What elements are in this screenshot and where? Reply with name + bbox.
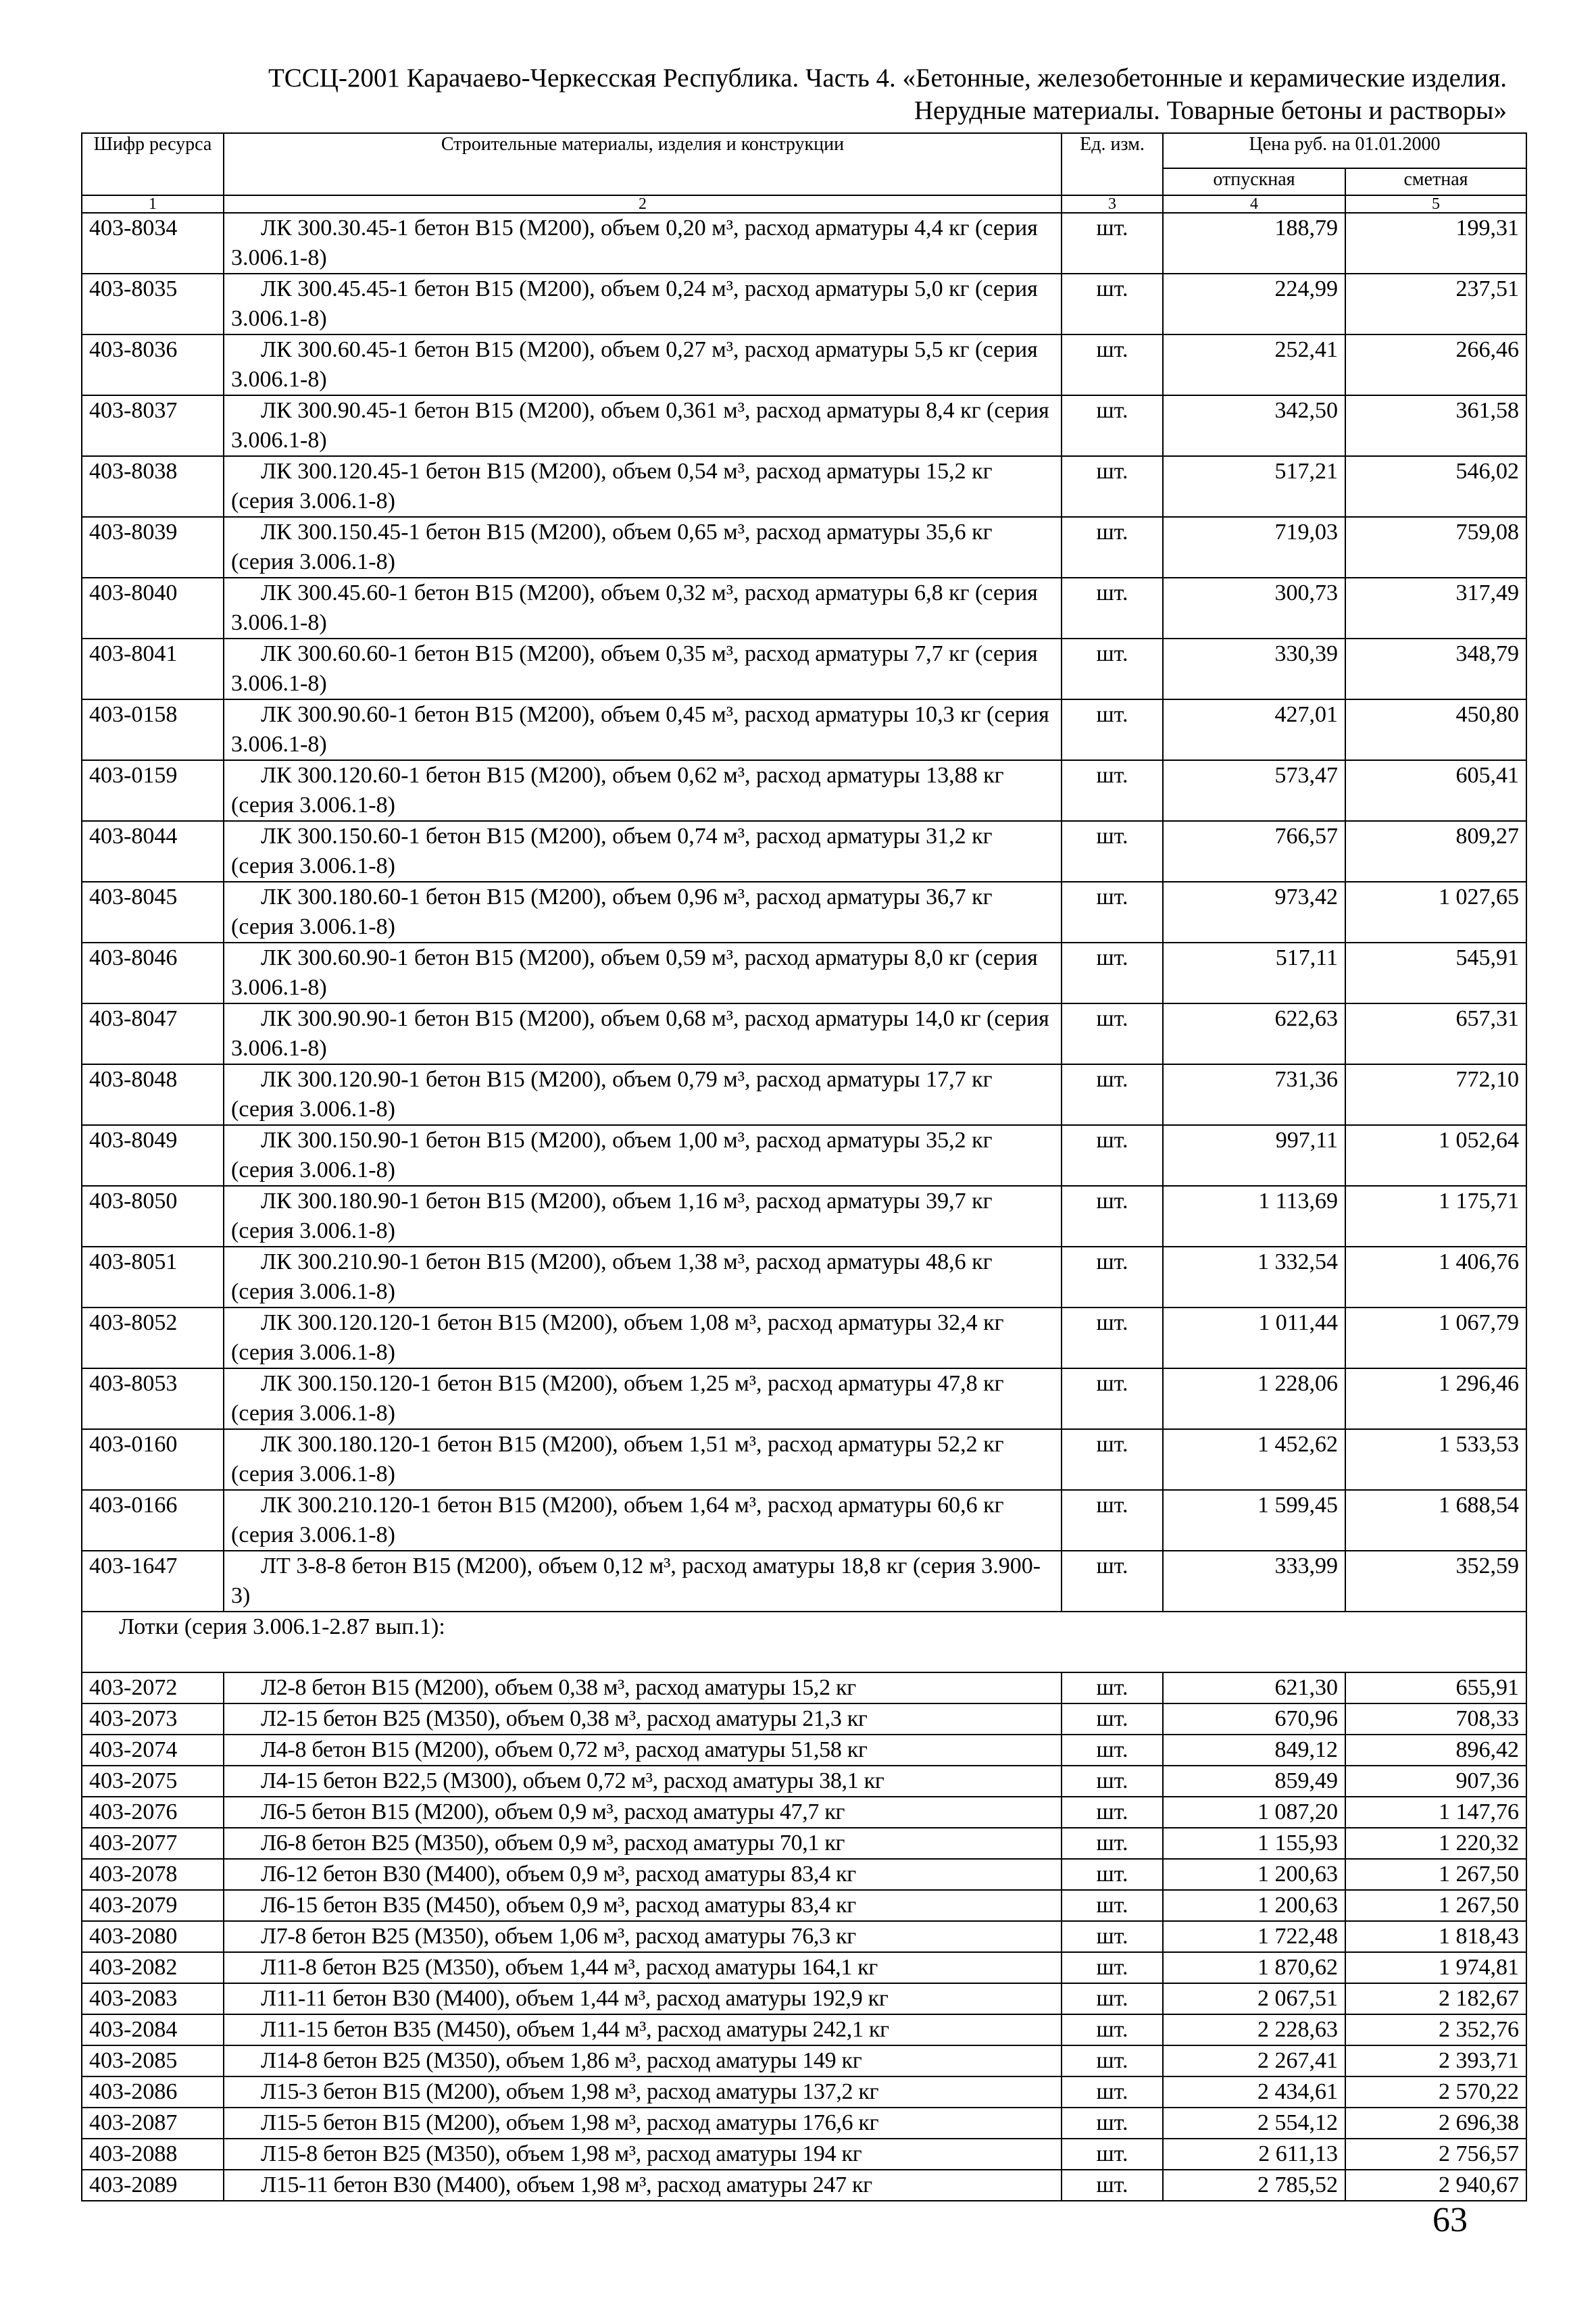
- material-description: ЛК 300.150.60-1 бетон В15 (М200), объем 0,74 м³, расход арматуры 31,2 кг (серия 3.006.1-8): [224, 821, 1062, 882]
- estimate-price: 317,49: [1345, 578, 1526, 639]
- resource-code: 403-8046: [82, 943, 224, 1003]
- unit-of-measure: шт.: [1062, 1797, 1163, 1828]
- estimate-price: 896,42: [1345, 1735, 1526, 1766]
- estimate-price: 1 296,46: [1345, 1368, 1526, 1429]
- wholesale-price: 1 087,20: [1163, 1797, 1345, 1828]
- estimate-price: 1 067,79: [1345, 1308, 1526, 1368]
- resource-code: 403-2087: [82, 2108, 224, 2139]
- col-number: 4: [1163, 195, 1345, 213]
- wholesale-price: 1 332,54: [1163, 1247, 1345, 1308]
- table-row: [82, 1797, 1526, 1828]
- table-row: [82, 2139, 1526, 2170]
- unit-of-measure: шт.: [1062, 639, 1163, 699]
- estimate-price: 2 182,67: [1345, 1983, 1526, 2014]
- group-heading: Лотки (серия 3.006.1-2.87 вып.1):: [82, 1612, 1526, 1672]
- unit-of-measure: шт.: [1062, 1551, 1163, 1612]
- resource-code: 403-2073: [82, 1703, 224, 1735]
- resource-code: 403-2074: [82, 1735, 224, 1766]
- wholesale-price: 1 200,63: [1163, 1890, 1345, 1921]
- table-row: [82, 943, 1526, 1003]
- price-table: [81, 132, 1527, 2201]
- estimate-price: 1 267,50: [1345, 1890, 1526, 1921]
- material-description: Л6-12 бетон В30 (М400), объем 0,9 м³, расход аматуры 83,4 кг: [224, 1859, 1062, 1890]
- table-row: [82, 517, 1526, 578]
- material-description: ЛК 300.45.45-1 бетон В15 (М200), объем 0,24 м³, расход арматуры 5,0 кг (серия 3.006.1-8): [224, 274, 1062, 334]
- table-row: [82, 456, 1526, 517]
- col-header-code: Шифр ресурса: [82, 133, 224, 195]
- estimate-price: 2 352,76: [1345, 2014, 1526, 2045]
- table-row: [82, 2045, 1526, 2076]
- material-description: ЛК 300.60.60-1 бетон В15 (М200), объем 0,35 м³, расход арматуры 7,7 кг (серия 3.006.1-8): [224, 639, 1062, 699]
- table-row: [82, 1064, 1526, 1125]
- resource-code: 403-8037: [82, 395, 224, 456]
- material-description: ЛК 300.150.90-1 бетон В15 (М200), объем 1,00 м³, расход арматуры 35,2 кг (серия 3.006.1-8): [224, 1125, 1062, 1186]
- estimate-price: 2 756,57: [1345, 2139, 1526, 2170]
- estimate-price: 1 688,54: [1345, 1490, 1526, 1551]
- estimate-price: 361,58: [1345, 395, 1526, 456]
- col-header-estimate: сметная: [1345, 168, 1526, 195]
- wholesale-price: 1 452,62: [1163, 1429, 1345, 1490]
- material-description: ЛК 300.90.90-1 бетон В15 (М200), объем 0,68 м³, расход арматуры 14,0 кг (серия 3.006.1-8): [224, 1003, 1062, 1064]
- wholesale-price: 2 434,61: [1163, 2076, 1345, 2108]
- resource-code: 403-2072: [82, 1672, 224, 1703]
- wholesale-price: 1 228,06: [1163, 1368, 1345, 1429]
- wholesale-price: 859,49: [1163, 1766, 1345, 1797]
- material-description: ЛК 300.150.120-1 бетон В15 (М200), объем 1,25 м³, расход арматуры 47,8 кг (серия 3.006.1-8): [224, 1368, 1062, 1429]
- wholesale-price: 342,50: [1163, 395, 1345, 456]
- estimate-price: 1 220,32: [1345, 1828, 1526, 1859]
- page-header: [122, 62, 1507, 127]
- estimate-price: 2 570,22: [1345, 2076, 1526, 2108]
- unit-of-measure: шт.: [1062, 2014, 1163, 2045]
- material-description: Л15-8 бетон В25 (М350), объем 1,98 м³, расход аматуры 194 кг: [224, 2139, 1062, 2170]
- unit-of-measure: шт.: [1062, 943, 1163, 1003]
- wholesale-price: 427,01: [1163, 699, 1345, 760]
- resource-code: 403-1647: [82, 1551, 224, 1612]
- unit-of-measure: шт.: [1062, 395, 1163, 456]
- unit-of-measure: шт.: [1062, 2108, 1163, 2139]
- resource-code: 403-2077: [82, 1828, 224, 1859]
- material-description: ЛК 300.120.120-1 бетон В15 (М200), объем 1,08 м³, расход арматуры 32,4 кг (серия 3.006.1-8): [224, 1308, 1062, 1368]
- material-description: Л15-5 бетон В15 (М200), объем 1,98 м³, расход аматуры 176,6 кг: [224, 2108, 1062, 2139]
- resource-code: 403-8047: [82, 1003, 224, 1064]
- estimate-price: 1 027,65: [1345, 882, 1526, 943]
- wholesale-price: 1 599,45: [1163, 1490, 1345, 1551]
- unit-of-measure: шт.: [1062, 1125, 1163, 1186]
- unit-of-measure: шт.: [1062, 2076, 1163, 2108]
- col-header-unit: Ед. изм.: [1062, 133, 1163, 195]
- resource-code: 403-8040: [82, 578, 224, 639]
- resource-code: 403-2083: [82, 1983, 224, 2014]
- header-line-2: Нерудные материалы. Товарные бетоны и растворы»: [914, 96, 1507, 125]
- wholesale-price: 621,30: [1163, 1672, 1345, 1703]
- estimate-price: 1 818,43: [1345, 1921, 1526, 1952]
- unit-of-measure: шт.: [1062, 1247, 1163, 1308]
- table-row: [82, 1952, 1526, 1983]
- table-row: [82, 1921, 1526, 1952]
- wholesale-price: 731,36: [1163, 1064, 1345, 1125]
- wholesale-price: 224,99: [1163, 274, 1345, 334]
- wholesale-price: 997,11: [1163, 1125, 1345, 1186]
- col-number: 1: [82, 195, 224, 213]
- resource-code: 403-8041: [82, 639, 224, 699]
- table-row: [82, 760, 1526, 821]
- resource-code: 403-0160: [82, 1429, 224, 1490]
- unit-of-measure: шт.: [1062, 821, 1163, 882]
- unit-of-measure: шт.: [1062, 274, 1163, 334]
- material-description: ЛК 300.210.120-1 бетон В15 (М200), объем 1,64 м³, расход арматуры 60,6 кг (серия 3.006.1-8): [224, 1490, 1062, 1551]
- wholesale-price: 2 785,52: [1163, 2170, 1345, 2201]
- estimate-price: 2 940,67: [1345, 2170, 1526, 2201]
- resource-code: 403-8053: [82, 1368, 224, 1429]
- wholesale-price: 1 113,69: [1163, 1186, 1345, 1247]
- wholesale-price: 622,63: [1163, 1003, 1345, 1064]
- resource-code: 403-2088: [82, 2139, 224, 2170]
- estimate-price: 450,80: [1345, 699, 1526, 760]
- material-description: ЛК 300.120.60-1 бетон В15 (М200), объем 0,62 м³, расход арматуры 13,88 кг (серия 3.006.1-8): [224, 760, 1062, 821]
- material-description: Л4-8 бетон В15 (М200), объем 0,72 м³, расход аматуры 51,58 кг: [224, 1735, 1062, 1766]
- unit-of-measure: шт.: [1062, 2045, 1163, 2076]
- resource-code: 403-8039: [82, 517, 224, 578]
- material-description: Л6-5 бетон В15 (М200), объем 0,9 м³, расход аматуры 47,7 кг: [224, 1797, 1062, 1828]
- estimate-price: 546,02: [1345, 456, 1526, 517]
- estimate-price: 2 696,38: [1345, 2108, 1526, 2139]
- resource-code: 403-8048: [82, 1064, 224, 1125]
- unit-of-measure: шт.: [1062, 1368, 1163, 1429]
- estimate-price: 237,51: [1345, 274, 1526, 334]
- unit-of-measure: шт.: [1062, 1921, 1163, 1952]
- col-header-price: Цена руб. на 01.01.2000: [1163, 133, 1526, 168]
- page-number: 63: [1432, 2201, 1468, 2239]
- material-description: Л2-15 бетон В25 (М350), объем 0,38 м³, расход аматуры 21,3 кг: [224, 1703, 1062, 1735]
- table-row: [82, 395, 1526, 456]
- col-header-description: Строительные материалы, изделия и конструкции: [224, 133, 1062, 195]
- resource-code: 403-0166: [82, 1490, 224, 1551]
- wholesale-price: 719,03: [1163, 517, 1345, 578]
- estimate-price: 605,41: [1345, 760, 1526, 821]
- resource-code: 403-8038: [82, 456, 224, 517]
- wholesale-price: 300,73: [1163, 578, 1345, 639]
- material-description: Л6-8 бетон В25 (М350), объем 0,9 м³, расход аматуры 70,1 кг: [224, 1828, 1062, 1859]
- wholesale-price: 1 870,62: [1163, 1952, 1345, 1983]
- material-description: Л4-15 бетон В22,5 (М300), объем 0,72 м³, расход аматуры 38,1 кг: [224, 1766, 1062, 1797]
- wholesale-price: 2 554,12: [1163, 2108, 1345, 2139]
- table-row: [82, 1308, 1526, 1368]
- estimate-price: 1 147,76: [1345, 1797, 1526, 1828]
- wholesale-price: 188,79: [1163, 213, 1345, 274]
- table-row: [82, 1551, 1526, 1612]
- material-description: Л11-11 бетон В30 (М400), объем 1,44 м³, расход аматуры 192,9 кг: [224, 1983, 1062, 2014]
- material-description: Л7-8 бетон В25 (М350), объем 1,06 м³, расход аматуры 76,3 кг: [224, 1921, 1062, 1952]
- unit-of-measure: шт.: [1062, 1308, 1163, 1368]
- material-description: Л14-8 бетон В25 (М350), объем 1,86 м³, расход аматуры 149 кг: [224, 2045, 1062, 2076]
- table-row: [82, 1125, 1526, 1186]
- unit-of-measure: шт.: [1062, 1429, 1163, 1490]
- table-row: [82, 1859, 1526, 1890]
- table-row: [82, 1828, 1526, 1859]
- table-section-trays: [82, 1672, 1526, 2201]
- table-row: [82, 699, 1526, 760]
- unit-of-measure: шт.: [1062, 578, 1163, 639]
- estimate-price: 759,08: [1345, 517, 1526, 578]
- material-description: ЛК 300.45.60-1 бетон В15 (М200), объем 0,32 м³, расход арматуры 6,8 кг (серия 3.006.1-8): [224, 578, 1062, 639]
- table-row: [82, 821, 1526, 882]
- unit-of-measure: шт.: [1062, 1890, 1163, 1921]
- material-description: ЛТ 3-8-8 бетон В15 (М200), объем 0,12 м³, расход аматуры 18,8 кг (серия 3.900-3): [224, 1551, 1062, 1612]
- table-row: [82, 2014, 1526, 2045]
- unit-of-measure: шт.: [1062, 1672, 1163, 1703]
- unit-of-measure: шт.: [1062, 1703, 1163, 1735]
- estimate-price: 907,36: [1345, 1766, 1526, 1797]
- table-row: [82, 1429, 1526, 1490]
- wholesale-price: 573,47: [1163, 760, 1345, 821]
- material-description: ЛК 300.60.45-1 бетон В15 (М200), объем 0,27 м³, расход арматуры 5,5 кг (серия 3.006.1-8): [224, 334, 1062, 395]
- unit-of-measure: шт.: [1062, 1766, 1163, 1797]
- material-description: ЛК 300.60.90-1 бетон В15 (М200), объем 0,59 м³, расход арматуры 8,0 кг (серия 3.006.1-8): [224, 943, 1062, 1003]
- resource-code: 403-2076: [82, 1797, 224, 1828]
- wholesale-price: 330,39: [1163, 639, 1345, 699]
- resource-code: 403-0159: [82, 760, 224, 821]
- material-description: ЛК 300.180.60-1 бетон В15 (М200), объем 0,96 м³, расход арматуры 36,7 кг (серия 3.006.1-8): [224, 882, 1062, 943]
- unit-of-measure: шт.: [1062, 1003, 1163, 1064]
- table-row: [82, 2076, 1526, 2108]
- unit-of-measure: шт.: [1062, 1490, 1163, 1551]
- wholesale-price: 2 267,41: [1163, 2045, 1345, 2076]
- unit-of-measure: шт.: [1062, 213, 1163, 274]
- table-row: [82, 1735, 1526, 1766]
- col-number: 5: [1345, 195, 1526, 213]
- resource-code: 403-8045: [82, 882, 224, 943]
- unit-of-measure: шт.: [1062, 1064, 1163, 1125]
- resource-code: 403-2080: [82, 1921, 224, 1952]
- table-row: [82, 1890, 1526, 1921]
- estimate-price: 772,10: [1345, 1064, 1526, 1125]
- table-row: [82, 1983, 1526, 2014]
- estimate-price: 1 052,64: [1345, 1125, 1526, 1186]
- estimate-price: 348,79: [1345, 639, 1526, 699]
- table-section-lk: [82, 213, 1526, 1612]
- estimate-price: 199,31: [1345, 213, 1526, 274]
- resource-code: 403-8036: [82, 334, 224, 395]
- table-row: [82, 1703, 1526, 1735]
- unit-of-measure: шт.: [1062, 456, 1163, 517]
- table-row: [82, 1766, 1526, 1797]
- unit-of-measure: шт.: [1062, 882, 1163, 943]
- resource-code: 403-2086: [82, 2076, 224, 2108]
- estimate-price: 655,91: [1345, 1672, 1526, 1703]
- unit-of-measure: шт.: [1062, 760, 1163, 821]
- estimate-price: 657,31: [1345, 1003, 1526, 1064]
- header-line-1: ТССЦ-2001 Карачаево-Черкесская Республика. Часть 4. «Бетонные, железобетонные и керамические изделия.: [268, 64, 1507, 93]
- material-description: ЛК 300.120.45-1 бетон В15 (М200), объем 0,54 м³, расход арматуры 15,2 кг (серия 3.006.1-8): [224, 456, 1062, 517]
- col-header-wholesale: отпускная: [1163, 168, 1345, 195]
- resource-code: 403-2078: [82, 1859, 224, 1890]
- wholesale-price: 670,96: [1163, 1703, 1345, 1735]
- unit-of-measure: шт.: [1062, 1186, 1163, 1247]
- wholesale-price: 766,57: [1163, 821, 1345, 882]
- resource-code: 403-8034: [82, 213, 224, 274]
- resource-code: 403-2082: [82, 1952, 224, 1983]
- material-description: ЛК 300.30.45-1 бетон В15 (М200), объем 0,20 м³, расход арматуры 4,4 кг (серия 3.006.1-8): [224, 213, 1062, 274]
- resource-code: 403-2075: [82, 1766, 224, 1797]
- table-row: [82, 213, 1526, 274]
- estimate-price: 266,46: [1345, 334, 1526, 395]
- material-description: ЛК 300.180.90-1 бетон В15 (М200), объем 1,16 м³, расход арматуры 39,7 кг (серия 3.006.1-8): [224, 1186, 1062, 1247]
- table-row: [82, 578, 1526, 639]
- estimate-price: 809,27: [1345, 821, 1526, 882]
- resource-code: 403-2084: [82, 2014, 224, 2045]
- wholesale-price: 333,99: [1163, 1551, 1345, 1612]
- wholesale-price: 973,42: [1163, 882, 1345, 943]
- unit-of-measure: шт.: [1062, 1828, 1163, 1859]
- table-row: [82, 1368, 1526, 1429]
- wholesale-price: 1 155,93: [1163, 1828, 1345, 1859]
- wholesale-price: 1 200,63: [1163, 1859, 1345, 1890]
- material-description: ЛК 300.90.60-1 бетон В15 (М200), объем 0,45 м³, расход арматуры 10,3 кг (серия 3.006.1-8): [224, 699, 1062, 760]
- wholesale-price: 1 011,44: [1163, 1308, 1345, 1368]
- resource-code: 403-8052: [82, 1308, 224, 1368]
- wholesale-price: 252,41: [1163, 334, 1345, 395]
- table-row: [82, 1003, 1526, 1064]
- resource-code: 403-8050: [82, 1186, 224, 1247]
- table-row: [82, 2170, 1526, 2201]
- unit-of-measure: шт.: [1062, 2170, 1163, 2201]
- material-description: Л11-8 бетон В25 (М350), объем 1,44 м³, расход аматуры 164,1 кг: [224, 1952, 1062, 1983]
- wholesale-price: 2 228,63: [1163, 2014, 1345, 2045]
- table-row: [82, 639, 1526, 699]
- resource-code: 403-8044: [82, 821, 224, 882]
- wholesale-price: 849,12: [1163, 1735, 1345, 1766]
- col-number: 3: [1062, 195, 1163, 213]
- wholesale-price: 2 611,13: [1163, 2139, 1345, 2170]
- estimate-price: 1 175,71: [1345, 1186, 1526, 1247]
- material-description: ЛК 300.90.45-1 бетон В15 (М200), объем 0,361 м³, расход арматуры 8,4 кг (серия 3.006.1-8): [224, 395, 1062, 456]
- estimate-price: 352,59: [1345, 1551, 1526, 1612]
- col-number: 2: [224, 195, 1062, 213]
- table-row: [82, 334, 1526, 395]
- material-description: Л2-8 бетон В15 (М200), объем 0,38 м³, расход аматуры 15,2 кг: [224, 1672, 1062, 1703]
- table-row: [82, 2108, 1526, 2139]
- unit-of-measure: шт.: [1062, 334, 1163, 395]
- table-row: [82, 274, 1526, 334]
- table-row: [82, 1186, 1526, 1247]
- wholesale-price: 517,21: [1163, 456, 1345, 517]
- resource-code: 403-0158: [82, 699, 224, 760]
- resource-code: 403-8051: [82, 1247, 224, 1308]
- wholesale-price: 1 722,48: [1163, 1921, 1345, 1952]
- material-description: Л6-15 бетон В35 (М450), объем 0,9 м³, расход аматуры 83,4 кг: [224, 1890, 1062, 1921]
- estimate-price: 1 406,76: [1345, 1247, 1526, 1308]
- wholesale-price: 2 067,51: [1163, 1983, 1345, 2014]
- material-description: ЛК 300.150.45-1 бетон В15 (М200), объем 0,65 м³, расход арматуры 35,6 кг (серия 3.006.1-8): [224, 517, 1062, 578]
- table-row: [82, 882, 1526, 943]
- unit-of-measure: шт.: [1062, 517, 1163, 578]
- unit-of-measure: шт.: [1062, 1952, 1163, 1983]
- resource-code: 403-2089: [82, 2170, 224, 2201]
- resource-code: 403-2079: [82, 1890, 224, 1921]
- table-row: [82, 1490, 1526, 1551]
- wholesale-price: 517,11: [1163, 943, 1345, 1003]
- unit-of-measure: шт.: [1062, 1983, 1163, 2014]
- material-description: ЛК 300.180.120-1 бетон В15 (М200), объем 1,51 м³, расход арматуры 52,2 кг (серия 3.006.1-8): [224, 1429, 1062, 1490]
- estimate-price: 2 393,71: [1345, 2045, 1526, 2076]
- material-description: Л15-11 бетон В30 (М400), объем 1,98 м³, расход аматуры 247 кг: [224, 2170, 1062, 2201]
- estimate-price: 545,91: [1345, 943, 1526, 1003]
- unit-of-measure: шт.: [1062, 2139, 1163, 2170]
- material-description: Л15-3 бетон В15 (М200), объем 1,98 м³, расход аматуры 137,2 кг: [224, 2076, 1062, 2108]
- resource-code: 403-8049: [82, 1125, 224, 1186]
- resource-code: 403-2085: [82, 2045, 224, 2076]
- material-description: ЛК 300.210.90-1 бетон В15 (М200), объем 1,38 м³, расход арматуры 48,6 кг (серия 3.006.1-8): [224, 1247, 1062, 1308]
- estimate-price: 708,33: [1345, 1703, 1526, 1735]
- unit-of-measure: шт.: [1062, 1735, 1163, 1766]
- unit-of-measure: шт.: [1062, 1859, 1163, 1890]
- material-description: ЛК 300.120.90-1 бетон В15 (М200), объем 0,79 м³, расход арматуры 17,7 кг (серия 3.006.1-8): [224, 1064, 1062, 1125]
- table-row: [82, 1672, 1526, 1703]
- resource-code: 403-8035: [82, 274, 224, 334]
- unit-of-measure: шт.: [1062, 699, 1163, 760]
- table-section-heading: [82, 1612, 1526, 1672]
- estimate-price: 1 267,50: [1345, 1859, 1526, 1890]
- estimate-price: 1 974,81: [1345, 1952, 1526, 1983]
- material-description: Л11-15 бетон В35 (М450), объем 1,44 м³, расход аматуры 242,1 кг: [224, 2014, 1062, 2045]
- estimate-price: 1 533,53: [1345, 1429, 1526, 1490]
- table-row: [82, 1247, 1526, 1308]
